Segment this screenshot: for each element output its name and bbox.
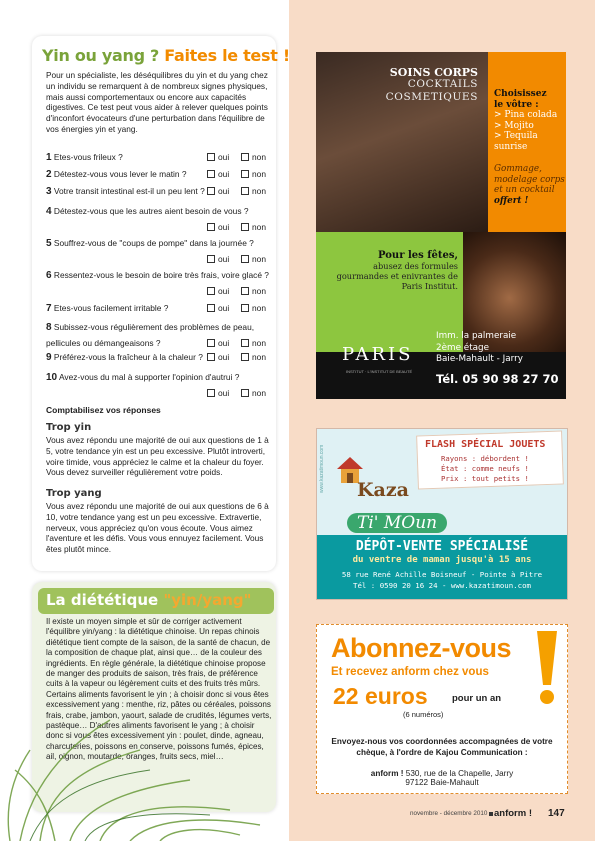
answer-label: oui <box>218 186 230 196</box>
soins-corps-heading: SOINS CORPS <box>389 66 478 79</box>
answer-label: oui <box>218 222 230 232</box>
question-number: 4 <box>46 206 52 217</box>
magazine-brand: anform ! <box>494 808 532 819</box>
diet-title: La diététique "yin/yang" <box>46 591 252 609</box>
checkbox-icon[interactable] <box>207 153 215 161</box>
answer-label: non <box>252 222 266 232</box>
answer-non-checkbox[interactable] <box>241 254 266 264</box>
checkbox-icon[interactable] <box>241 170 249 178</box>
paris-address: Imm. la palmeraie 2ème étage Baie-Mahault - Jarry <box>436 331 523 364</box>
exclamation-icon <box>531 629 561 709</box>
answer-oui-checkbox[interactable] <box>207 169 229 179</box>
answer-non-checkbox[interactable] <box>241 388 266 398</box>
flash-title: FLASH SPÉCIAL JOUETS <box>425 439 546 450</box>
abonnez-title: Abonnez-vous <box>331 633 511 663</box>
issue-date: novembre - décembre 2010 <box>410 810 488 817</box>
answer-label: non <box>252 254 266 264</box>
answer-non-checkbox[interactable] <box>241 338 266 348</box>
timoun-logo: Ti' MOun <box>347 513 447 533</box>
answer-label: non <box>252 286 266 296</box>
page-number: 147 <box>548 808 565 819</box>
question-number: 3 <box>46 186 52 197</box>
checkbox-icon[interactable] <box>241 353 249 361</box>
question-number: 2 <box>46 169 52 180</box>
checkbox-icon[interactable] <box>241 255 249 263</box>
checkbox-icon[interactable] <box>207 389 215 397</box>
quiz-question <box>46 186 205 197</box>
answer-non-checkbox[interactable] <box>241 152 266 162</box>
answer-label: non <box>252 303 266 313</box>
tally-title: Comptabilisez vos réponses <box>46 405 161 415</box>
answer-label: oui <box>218 338 230 348</box>
question-text: Préférez-vous la fraîcheur à la chaleur ? <box>53 352 203 362</box>
answer-oui-checkbox[interactable] <box>207 186 229 196</box>
answer-label: oui <box>218 169 230 179</box>
quiz-question <box>46 238 254 249</box>
question-text-cont: pellicules ou démangeaisons ? <box>46 338 161 348</box>
answer-label: oui <box>218 388 230 398</box>
checkbox-icon[interactable] <box>207 339 215 347</box>
kaza-timoun-ad[interactable] <box>316 428 568 600</box>
question-text: Etes-vous facilement irritable ? <box>53 303 169 313</box>
answer-label: non <box>252 169 266 179</box>
checkbox-icon[interactable] <box>207 287 215 295</box>
checkbox-icon[interactable] <box>241 304 249 312</box>
paris-phone: Tél. 05 90 98 27 70 <box>436 372 559 386</box>
answer-label: non <box>252 352 266 362</box>
answer-oui-checkbox[interactable] <box>207 152 229 162</box>
answer-oui-checkbox[interactable] <box>207 303 229 313</box>
trop-yin-text: Vous avez répondu une majorité de oui aux questions de 1 à 5, votre tendance yin est un peu excessive. Plutôt introverti, voire timide, vous appréciez le calme et la chaleur du foyer. Vous devez surveiller régulièrement votre poids. <box>46 435 269 478</box>
send-instructions: Envoyez-nous vos coordonnées accompagnées de votre chèque, à l'ordre de Kajou Communication : <box>331 737 553 757</box>
checkbox-icon[interactable] <box>241 153 249 161</box>
abonnez-subtitle: Et recevez anform chez vous <box>331 666 489 678</box>
answer-label: oui <box>218 254 230 264</box>
answer-non-checkbox[interactable] <box>241 186 266 196</box>
quiz-question <box>46 322 254 333</box>
answer-oui-checkbox[interactable] <box>207 338 229 348</box>
quiz-title: Yin ou yang ? Faites le test ! <box>42 46 290 65</box>
paris-logo-sub: INSTITUT · L'INSTITUT DE BEAUTÉ <box>346 369 413 374</box>
answer-label: non <box>252 338 266 348</box>
answer-oui-checkbox[interactable] <box>207 222 229 232</box>
checkbox-icon[interactable] <box>207 187 215 195</box>
diet-text: Il existe un moyen simple et sûr de corriger activement l'équilibre yin/yang : la diététique chinoise. Un repas chinois diététique tient compte de la saison, de la santé de chacun, de la composition de chaque plat, ainsi que… de la couleur des ingrédients. En règle générale, la diététique chinoise propose de manger des produits de saison, très frais, de préférence cuits à la vapeur ou légèrement cuits et des fruits très mûrs. Certains aliments favorisent le yin ; à choisir donc si vous êtes excessivement yang : menthe, riz, pâtes ou céréales, poissons frais, crabe, jambon, yaourt, salade de crudités, légumes verts, pastèque… D'autres aliments favorisent le yang ; à choisir donc si vous êtes excessivement yin : poulet, dinde, agneau, charcuteries, poissons en conserve, poissons fumés, épices, ail, oignon, moutarde, oranges, fruits secs, miel… <box>46 617 272 762</box>
checkbox-icon[interactable] <box>207 304 215 312</box>
checkbox-icon[interactable] <box>207 353 215 361</box>
answer-label: non <box>252 186 266 196</box>
paris-institut-ad[interactable] <box>316 52 566 399</box>
fetes-text: Pour les fêtes, abusez des formules gourmandes et enivrantes de Paris Institut. <box>336 250 458 291</box>
answer-oui-checkbox[interactable] <box>207 388 229 398</box>
question-text: Votre transit intestinal est-il un peu lent ? <box>53 186 205 196</box>
trop-yang-title: Trop yang <box>46 488 102 499</box>
flash-line: Rayons : débordent ! <box>441 454 529 463</box>
per-year: pour un an <box>452 693 502 704</box>
footer-bullet <box>489 812 493 816</box>
checkbox-icon[interactable] <box>241 287 249 295</box>
quiz-question <box>46 152 123 163</box>
answer-non-checkbox[interactable] <box>241 352 266 362</box>
age-range: du ventre de maman jusqu'à 15 ans <box>352 555 532 565</box>
subscription-address: anform ! 530, rue de la Chapelle, Jarry 97122 Baie-Mahault <box>370 769 514 787</box>
answer-oui-checkbox[interactable] <box>207 286 229 296</box>
depot-vente: DÉPÔT-VENTE SPÉCIALISÉ <box>355 539 529 554</box>
answer-oui-checkbox[interactable] <box>207 352 229 362</box>
choose-drink: Choisissez le vôtre : > Pina colada > Mojito > Tequila sunrise <box>494 89 558 152</box>
question-text: Ressentez-vous le besoin de boire très frais, voire glacé ? <box>53 270 269 280</box>
subscription-ad[interactable] <box>316 624 568 794</box>
question-number: 5 <box>46 238 52 249</box>
quiz-question <box>46 206 249 217</box>
quiz-question <box>46 169 187 180</box>
kaza-address: 58 rue René Achille Boisneuf - Pointe à Pitre <box>341 570 543 579</box>
checkbox-icon[interactable] <box>241 187 249 195</box>
quiz-question <box>46 352 203 363</box>
answer-label: non <box>252 152 266 162</box>
gommage-offer: Gommage, modelage corps et un cocktail offert ! <box>494 164 565 206</box>
answer-oui-checkbox[interactable] <box>207 254 229 264</box>
question-number: 8 <box>46 322 52 333</box>
question-number: 7 <box>46 303 52 314</box>
answer-non-checkbox[interactable] <box>241 303 266 313</box>
answer-non-checkbox[interactable] <box>241 286 266 296</box>
paris-logo: PARIS <box>342 344 414 365</box>
quiz-question <box>46 372 239 383</box>
quiz-question <box>46 270 269 281</box>
checkbox-icon[interactable] <box>207 170 215 178</box>
price: 22 euros <box>333 683 428 709</box>
checkbox-icon[interactable] <box>207 223 215 231</box>
checkbox-icon[interactable] <box>241 223 249 231</box>
checkbox-icon[interactable] <box>241 339 249 347</box>
answer-label: oui <box>218 303 230 313</box>
flash-line: Prix : tout petits ! <box>441 474 529 483</box>
answer-label: oui <box>218 152 230 162</box>
answer-label: oui <box>218 286 230 296</box>
question-text: Avez-vous du mal à supporter l'opinion d'autrui ? <box>59 372 240 382</box>
question-text: Détestez-vous que les autres aient besoin de vous ? <box>53 206 249 216</box>
kaza-logo: Kaza <box>357 479 409 501</box>
answer-label: oui <box>218 352 230 362</box>
answer-label: non <box>252 388 266 398</box>
grass-decoration <box>0 640 290 841</box>
checkbox-icon[interactable] <box>241 389 249 397</box>
question-text: Souffrez-vous de "coups de pompe" dans la journée ? <box>53 238 254 248</box>
answer-non-checkbox[interactable] <box>241 169 266 179</box>
trop-yang-text: Vous avez répondu une majorité de oui aux questions de 6 à 10, votre tendance yang est un peu excessive. Extravertie, nerveux, vous appréciez qu'on vous écoute. Vous aimez l'aventure et les défis. Vous vous ennuyez facilement. Vous êtes plutôt mince. <box>46 501 269 555</box>
flash-line: État : comme neufs ! <box>441 464 529 473</box>
answer-non-checkbox[interactable] <box>241 222 266 232</box>
quiz-intro: Pour un spécialiste, les déséquilibres du yin et du yang chez un individu se remarquent à de nombreux signes physiques, mais aussi comportementaux ou encore aux capacités digestives. Ce test peut vous aider à relever quelques points d'inconfort évocateurs d'une perturbation dans l'équilibre de vos énergies yin et yang. <box>46 70 268 134</box>
quiz-question <box>46 303 168 314</box>
trop-yin-title: Trop yin <box>46 422 92 433</box>
checkbox-icon[interactable] <box>207 255 215 263</box>
question-text: Subissez-vous régulièrement des problèmes de peau, <box>53 322 255 332</box>
cocktails-heading: COCKTAILS COSMETIQUES <box>385 78 478 103</box>
issues-count: (6 numéros) <box>403 710 444 719</box>
question-number: 10 <box>46 372 58 383</box>
kaza-side-url: www.kazatimoun.com <box>319 444 325 493</box>
question-number: 6 <box>46 270 52 281</box>
question-number: 1 <box>46 152 52 163</box>
question-number: 9 <box>46 352 52 363</box>
question-text: Etes-vous frileux ? <box>53 152 123 162</box>
question-text: Détestez-vous vous lever le matin ? <box>53 169 187 179</box>
kaza-phone: Tél : 0590 20 16 24 - www.kazatimoun.com <box>353 581 531 590</box>
